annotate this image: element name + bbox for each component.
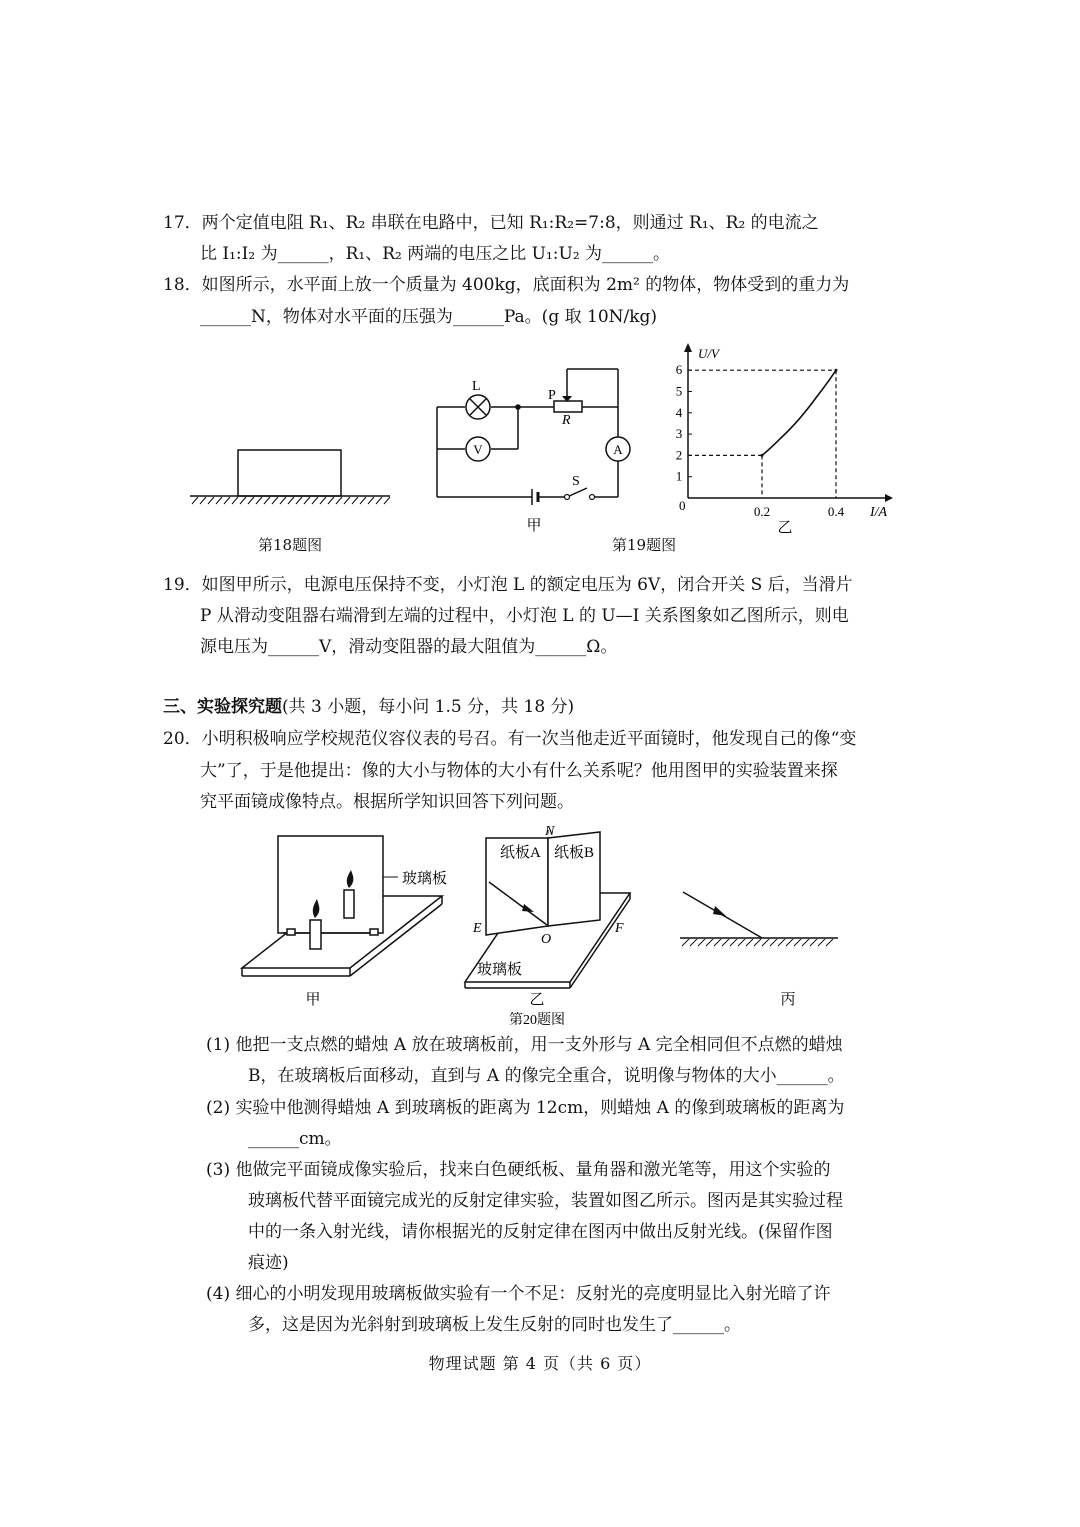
data-point <box>835 369 838 372</box>
section3-title: 三、实验探究题 <box>163 697 282 717</box>
fig20-caption-yi: 乙 <box>529 992 545 1008</box>
fig20-jia <box>242 836 442 976</box>
graph-origin: 0 <box>679 498 686 513</box>
q19-line3: 源电压为______V，滑动变阻器的最大阻值为______Ω。 <box>200 637 618 657</box>
q20-p2-line2: ______cm。 <box>248 1129 342 1149</box>
fig20-label-E: E <box>473 921 482 936</box>
fig20-boardA-label: 纸板A <box>500 845 541 861</box>
label-P: P <box>548 388 556 403</box>
mirror-hatching <box>682 939 833 946</box>
x-tick-label: 0.4 <box>827 504 845 519</box>
q17-line2: 比 I₁:I₂ 为______，R₁、R₂ 两端的电压之比 U₁:U₂ 为______。 <box>200 244 671 264</box>
q20-p3-line3: 中的一条入射光线，请你根据光的反射定律在图丙中做出反射光线。(保留作图 <box>248 1222 833 1242</box>
q20-p1-line2: B，在玻璃板后面移动，直到与 A 的像完全重合，说明像与物体的大小______。 <box>248 1066 845 1086</box>
q20-p4-line2: 多，这是因为光斜射到玻璃板上发生反射的同时也发生了______。 <box>248 1315 741 1335</box>
y-tick-label: 1 <box>675 468 683 484</box>
fig20-glass2-label: 玻璃板 <box>477 962 523 978</box>
y-tick-label: 5 <box>675 383 683 399</box>
fig20-caption: 第20题图 <box>509 1013 565 1028</box>
x-tick-label: 0.2 <box>753 504 771 519</box>
y-tick-label: 6 <box>675 362 683 378</box>
q19-line2: P 从滑动变阻器右端滑到左端的过程中，小灯泡 L 的 U—I 关系图象如乙图所示，则电 <box>200 606 849 626</box>
fig20-bing <box>680 892 838 938</box>
u-i-curve <box>762 370 836 455</box>
label-R: R <box>562 413 571 428</box>
fig20-boardB-label: 纸板B <box>554 845 595 861</box>
switch-contact <box>590 495 595 500</box>
label-S: S <box>572 474 580 489</box>
fig20-caption-bing: 丙 <box>780 992 796 1008</box>
q19-line1: 19．如图甲所示，电源电压保持不变，小灯泡 L 的额定电压为 6V，闭合开关 S 后，当滑片 <box>163 575 853 595</box>
voltmeter-icon: V <box>473 442 483 457</box>
q20-p3-line4: 痕迹) <box>248 1253 289 1273</box>
switch-pivot <box>565 495 570 500</box>
q17-line1: 17．两个定值电阻 R₁、R₂ 串联在电路中，已知 R₁:R₂=7:8，则通过 R₁、R₂ 的电流之 <box>163 213 819 233</box>
graph-ylabel: U/V <box>698 346 719 361</box>
q20-line3: 究平面镜成像特点。根据所学知识回答下列问题。 <box>200 792 574 812</box>
figure-q20 <box>0 820 1080 1030</box>
ray-arrow <box>713 906 726 916</box>
section3-desc: (共 3 小题，每小问 1.5 分，共 18 分) <box>282 697 575 717</box>
q18-line1: 18．如图所示，水平面上放一个质量为 400kg，底面积为 2m² 的物体，物体受到的重力为 <box>163 275 850 295</box>
y-tick-label: 3 <box>675 426 683 442</box>
q20-p4-line1: (4) 细心的小明发现用玻璃板做实验有一个不足：反射光的亮度明显比入射光暗了许 <box>206 1284 831 1304</box>
caption-fig18: 第18题图 <box>258 536 323 554</box>
q19-circuit <box>437 369 630 505</box>
data-point <box>761 454 764 457</box>
label-L: L <box>472 379 481 394</box>
junction-dot <box>515 404 521 410</box>
fig20-label-N: N <box>545 824 555 839</box>
figure-row-q18-q19 <box>0 335 1080 560</box>
q20-line1: 20．小明积极响应学校规范仪容仪表的号召。有一次当他走近平面镜时，他发现自己的像“变 <box>163 729 857 749</box>
fig20-glass-label: 玻璃板 <box>402 871 448 887</box>
q19-graph <box>684 343 893 502</box>
y-tick-label: 2 <box>675 447 683 463</box>
q20-line2: 大”了，于是他提出：像的大小与物体的大小有什么关系呢？他用图甲的实验装置来探 <box>200 761 838 781</box>
caption-fig19: 第19题图 <box>612 536 677 554</box>
graph-caption-yi: 乙 <box>777 520 793 536</box>
section3-heading <box>163 697 574 717</box>
q20-p3-line1: (3) 他做完平面镜成像实验后，找来白色硬纸板、量角器和激光笔等，用这个实验的 <box>206 1160 831 1180</box>
y-tick-label: 4 <box>675 404 683 420</box>
fig20-label-O: O <box>541 932 552 947</box>
fig20-label-F: F <box>615 921 624 936</box>
circuit-caption-jia: 甲 <box>526 518 542 534</box>
graph-xlabel: I/A <box>870 505 888 520</box>
page-footer: 物理试题 第 4 页（共 6 页） <box>428 1354 652 1373</box>
q18-block-figure <box>190 450 390 504</box>
q18-line2: ______N，物体对水平面的压强为______Pa。(g 取 10N/kg) <box>200 307 658 327</box>
q20-p2-line1: (2) 实验中他测得蜡烛 A 到玻璃板的距离为 12cm，则蜡烛 A 的像到玻璃板的距离为 <box>206 1098 845 1118</box>
q20-p3-line2: 玻璃板代替平面镜完成光的反射定律实验，装置如图乙所示。图丙是其实验过程 <box>248 1191 843 1211</box>
fig20-caption-jia: 甲 <box>305 992 321 1008</box>
q20-p1-line1: (1) 他把一支点燃的蜡烛 A 放在玻璃板前，用一支外形与 A 完全相同但不点燃的蜡烛 <box>206 1035 843 1055</box>
ammeter-icon: A <box>613 442 623 457</box>
